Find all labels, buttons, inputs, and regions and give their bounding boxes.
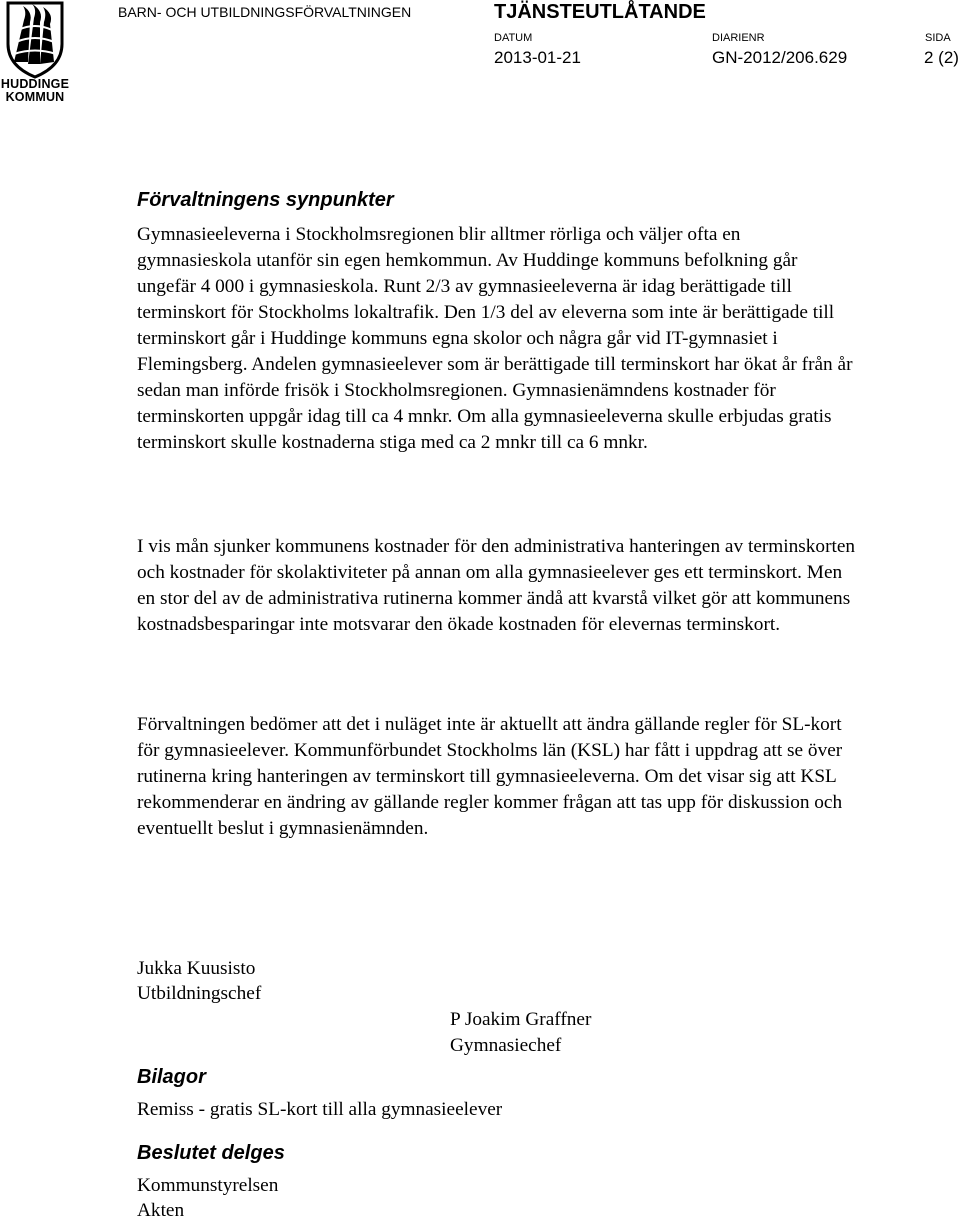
- signatory-1-name: Jukka Kuusisto: [137, 958, 256, 979]
- registration-label: DIARIENR: [712, 32, 765, 44]
- logo-line-1: HUDDINGE: [0, 77, 70, 91]
- logo-line-2: KOMMUN: [5, 90, 65, 104]
- date-label: DATUM: [494, 32, 533, 44]
- date-value: 2013-01-21: [494, 48, 581, 67]
- document-type: TJÄNSTEUTLÅTANDE: [494, 1, 706, 23]
- signatory-2-title: Gymnasiechef: [450, 1035, 562, 1056]
- distribution-heading: Beslutet delges: [137, 1142, 285, 1164]
- registration-number: GN-2012/206.629: [712, 48, 848, 67]
- huddinge-coat-of-arms-icon: [0, 0, 70, 80]
- signatory-1-title: Utbildningschef: [137, 983, 262, 1004]
- paragraph-3: Förvaltningen bedömer att det i nuläget inte är aktuellt att ändra gällande regler för SL-kort för gymnasieelever. Kommunförbundet Stockholms län (KSL) har fått i uppdrag att se över rutinerna kring hanteringen av terminskort till gymnasieeleverna. Om det visar sig att KSL rekommenderar en ändring av gällande regler kommer frågan att tas upp för diskussion och eventuellt beslut i gymnasienämnden.: [137, 714, 843, 839]
- page-number: 2 (2): [924, 48, 959, 67]
- page-label: SIDA: [925, 32, 951, 44]
- section-heading: Förvaltningens synpunkter: [137, 189, 394, 211]
- paragraph-2: I vis mån sjunker kommunens kostnader för den administrativa hanteringen av terminskorten och kostnader för skolaktiviteter på annan om alla gymnasieelever ges ett terminskort. Men en stor del av de administrativa rutinerna kommer ändå att kvarstå vilket gör att kommunens kostnadsbesparingar inte motsvarar den ökade kostnaden för elevernas terminskort.: [137, 536, 856, 635]
- department-name: BARN- OCH UTBILDNINGSFÖRVALTNINGEN: [118, 4, 412, 20]
- attachment-item: Remiss - gratis SL-kort till alla gymnasieelever: [137, 1099, 503, 1120]
- logo-text: [0, 78, 70, 104]
- paragraph-1: Gymnasieeleverna i Stockholmsregionen blir alltmer rörliga och väljer ofta en gymnasieskola utanför sin egen hemkommun. Av Huddinge kommuns befolkning går ungefär 4 000 i gymnasieskola. Runt 2/3 av gymnasieeleverna är idag berättigade till terminskort för Stockholms lokaltrafik. Den 1/3 del av eleverna som inte är berättigade till terminskort går i Huddinge kommuns egna skolor och några går vid IT-gymnasiet i Flemingsberg. Andelen gymnasieelever som är berättigade till terminskort har ökat år från år sedan man införde frisök i Stockholmsregionen. Gymnasienämndens kostnader för terminskorten uppgår idag till ca 4 mnkr. Om alla gymnasieeleverna skulle erbjudas gratis terminskort skulle kostnaderna stiga med ca 2 mnkr till ca 6 mnkr.: [137, 224, 853, 453]
- signatory-2-name: P Joakim Graffner: [450, 1009, 592, 1030]
- distribution-item: Kommunstyrelsen: [137, 1175, 279, 1196]
- attachments-heading: Bilagor: [137, 1066, 206, 1088]
- distribution-item: Akten: [137, 1200, 185, 1221]
